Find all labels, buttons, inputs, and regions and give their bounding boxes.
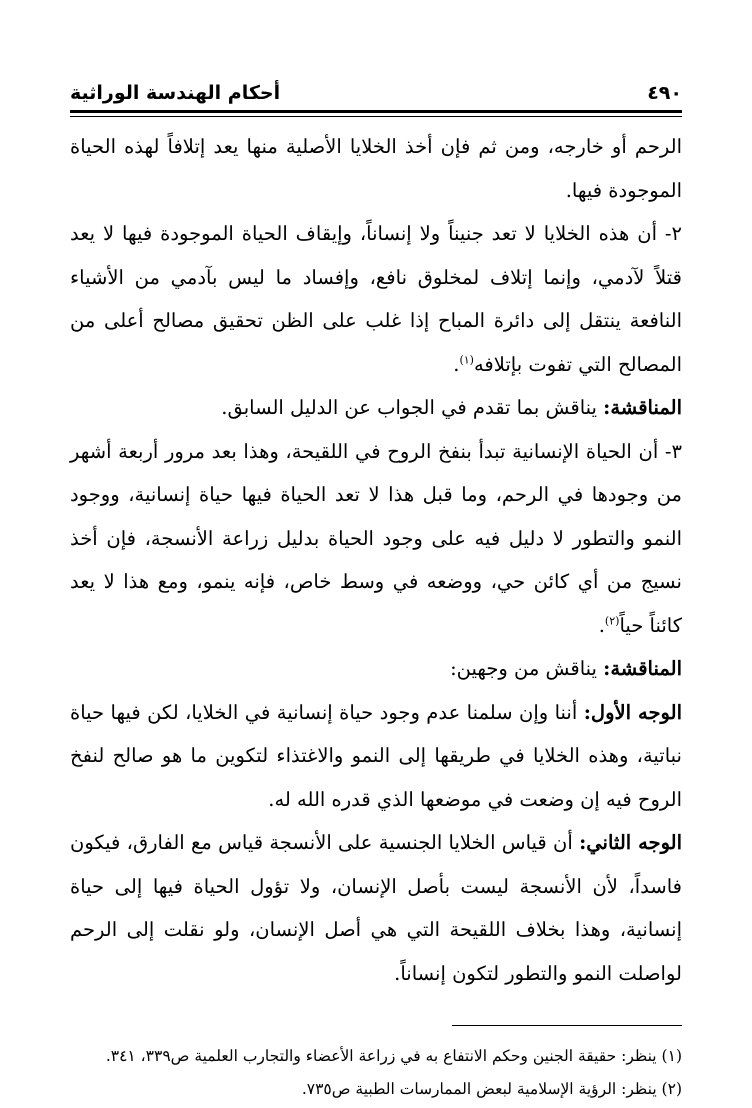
paragraph-text: الرحم أو خارجه، ومن ثم فإن أخذ الخلايا الأصلية منها يعد إتلافاً لهذه الحياة الموجودة فيها. xyxy=(70,135,682,202)
paragraph xyxy=(70,430,682,648)
paragraph-text: أن قياس الخلايا الجنسية على الأنسجة قياس مع الفارق، فيكون فاسداً، لأن الأنسجة ليست بأصل الإنسان، ولا تؤول الحياة فيها إلى حياة إنسانية، وهذا بخلاف اللقيحة التي هي أصل الإنسان، ولو نقلت إلى الرحم لواصلت النمو والتطور لتكون إنساناً. xyxy=(70,831,682,985)
main-text xyxy=(70,125,682,995)
paragraph xyxy=(70,125,682,212)
discussion-label: المناقشة: xyxy=(603,396,682,419)
paragraph-text: ٢- أن هذه الخلايا لا تعد جنيناً ولا إنساناً، وإيقاف الحياة الموجودة فيها لا يعد قتلاً لآدمي، وإنما إتلاف لمخلوق نافع، وإفساد ما ليس بآدمي من الأشياء النافعة ينتقل إلى دائرة المباح إذا غلب على الظن تحقيق مصالح أعلى من المصالح التي تفوت بإتلافه xyxy=(70,222,682,376)
aspect-label: الوجه الأول: xyxy=(583,700,682,724)
footnote-2: (٢) ينظر: الرؤية الإسلامية لبعض الممارسات الطبية ص٧٣٥. xyxy=(301,1080,682,1098)
paragraph-text: أننا وإن سلمنا عدم وجود حياة إنسانية في الخلايا، لكن فيها حياة نباتية، وهذه الخلايا في طريقها إلى النمو والاغتذاء لتكوين ما هو صالح لنفخ الروح فيه إن وضعت في موضعها الذي قدره الله له. xyxy=(70,700,682,811)
discussion-label: المناقشة: xyxy=(603,657,682,680)
paragraph xyxy=(70,647,682,691)
paragraph xyxy=(70,691,682,822)
running-title: أحكام الهندسة الوراثية xyxy=(70,82,281,104)
paragraph xyxy=(70,212,682,386)
paragraph-text: يناقش من وجهين: xyxy=(450,657,604,680)
aspect-label: الوجه الثاني: xyxy=(579,831,683,854)
footnote-1: (١) ينظر: حقيقة الجنين وحكم الانتفاع به في زراعة الأعضاء والتجارب العلمية ص٣٣٩، ٣٤١. xyxy=(105,1047,682,1065)
paragraph xyxy=(70,821,682,995)
paragraph-end: . xyxy=(453,352,460,376)
header-rule-thick xyxy=(70,110,682,113)
page-number: ٤٩٠ xyxy=(647,82,682,104)
footnote-separator xyxy=(452,1025,682,1026)
running-header xyxy=(70,70,682,104)
footnote-ref[interactable]: (١) xyxy=(459,353,474,366)
header-rule-thin xyxy=(70,116,682,117)
paragraph-text: يناقش بما تقدم في الجواب عن الدليل السابق. xyxy=(221,396,604,419)
footnotes xyxy=(70,1040,682,1106)
paragraph-end: . xyxy=(598,613,605,637)
paragraph xyxy=(70,386,682,430)
paragraph-text: ٣- أن الحياة الإنسانية تبدأ بنفخ الروح في اللقيحة، وهذا بعد مرور أربعة أشهر من وجودها في الرحم، وما قبل هذا لا تعد الحياة فيها حياة إنسانية، ووجود النمو والتطور لا دليل فيه على وجود الحياة بدليل زراعة الأنسجة، فإن أخذ نسيج من أي كائن حي، ووضعه في وسط خاص، فإنه ينمو، ومع هذا لا يعد كائناً حياً xyxy=(70,439,682,637)
footnote-ref[interactable]: (٢) xyxy=(604,614,620,627)
